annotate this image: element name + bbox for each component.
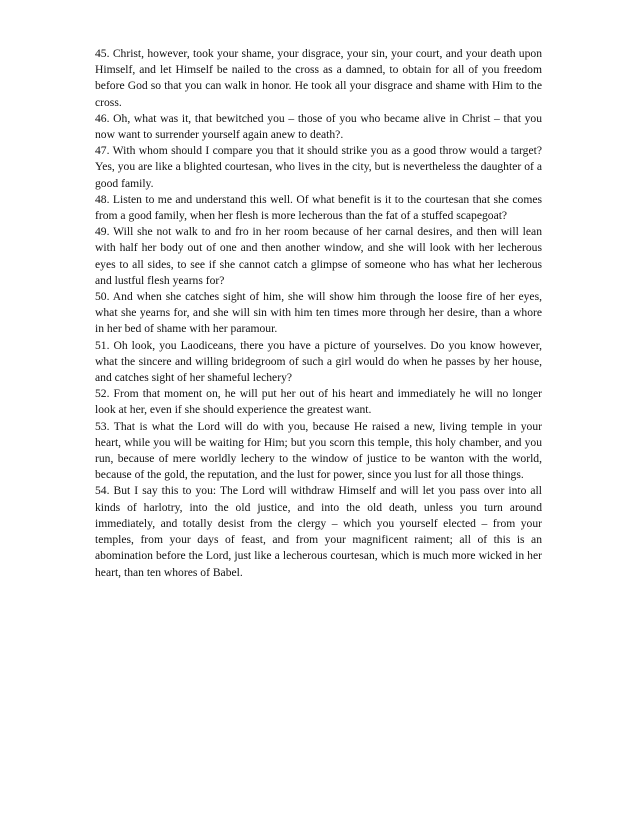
paragraph-51: 51. Oh look, you Laodiceans, there you have a picture of yourselves. Do you know however, what the sincere and willing bridegroom of such a girl would do when he passes by her house, and catches sight of her shameful lechery? [95, 338, 542, 385]
paragraph-45: 45. Christ, however, took your shame, your disgrace, your sin, your court, and your death upon Himself, and let Himself be nailed to the cross as a damned, to obtain for all of you freedom before God so that you can walk in honor. He took all your disgrace and shame with Him to the cross. [95, 47, 542, 109]
paragraph-49: 49. Will she not walk to and fro in her room because of her carnal desires, and then will lean with half her body out of one and then another window, and she will look with her lecherous eyes to all sides, to see if she cannot catch a glimpse of someone who has what her lecherous and lustful flesh yearns for? [95, 225, 542, 287]
body-text [95, 46, 542, 581]
paragraph-52: 52. From that moment on, he will put her out of his heart and immediately he will no longer look at her, even if she should experience the greatest want. [95, 387, 542, 417]
paragraph-53: 53. That is what the Lord will do with you, because He raised a new, living temple in your heart, while you will be waiting for Him; but you scorn this temple, this holy chamber, and you run, because of mere worldly lechery to the window of justice to be wanton with the world, because of the gold, the reputation, and the lust for power, since you lust for all those things. [95, 419, 542, 482]
paragraph-48: 48. Listen to me and understand this well. Of what benefit is it to the courtesan that she comes from a good family, when her flesh is more lecherous than the fat of a stuffed scapegoat? [95, 192, 542, 223]
paragraph-47: 47. With whom should I compare you that it should strike you as a good throw would a target? Yes, you are like a blighted courtesan, who lives in the city, but is nevertheless the daughter of a good family. [95, 144, 542, 190]
paragraph-54: 54. But I say this to you: The Lord will withdraw Himself and will let you pass over into all kinds of harlotry, into the old justice, and into the old death, unless you turn around immediately, and totally desist from the clergy – which you yourself elected – from your temples, from your days of feast, and from your magnificent raiment; all of this is an abomination before the Lord, just like a lecherous courtesan, which is much more wicked in her heart, than ten whores of Babel. [95, 484, 542, 579]
paragraph-50: 50. And when she catches sight of him, she will show him through the loose fire of her eyes, what she yearns for, and she will sin with him ten times more through her desire, than a whore in her bed of shame with her paramour. [95, 290, 542, 336]
paragraph-46: 46. Oh, what was it, that bewitched you – those of you who became alive in Christ – that you now want to surrender yourself again anew to death?. [95, 111, 542, 142]
